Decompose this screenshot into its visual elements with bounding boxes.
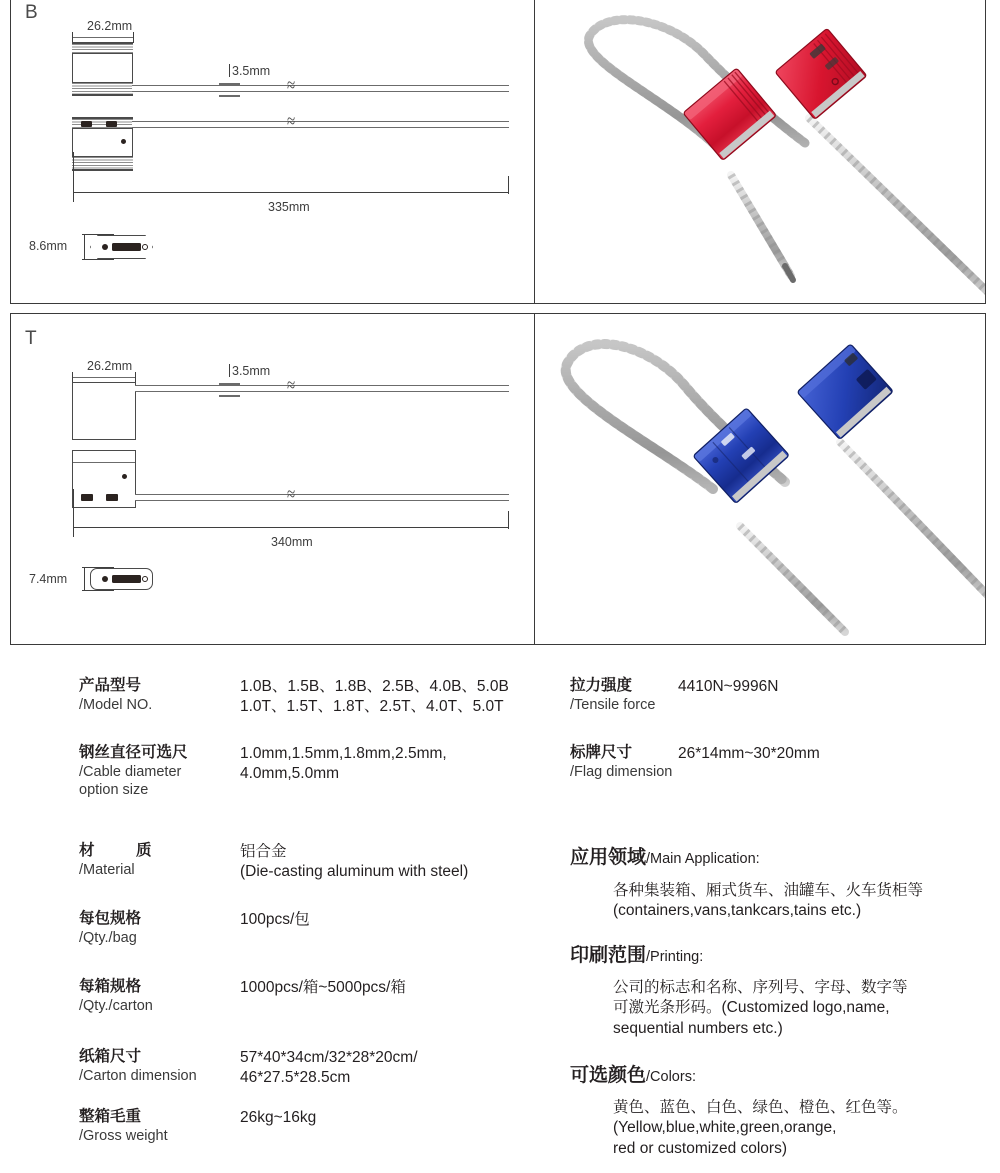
section-heading-cn-colors: 可选颜色 bbox=[570, 1065, 647, 1086]
section-body-main-application bbox=[613, 881, 923, 922]
dim-flag-b: 8.6mm bbox=[29, 239, 68, 253]
dim-width-b: 26.2mm bbox=[87, 19, 133, 33]
spec-label-cn-cable-diameter: 钢丝直径可选尺 bbox=[79, 744, 188, 761]
section-heading-printing bbox=[570, 940, 703, 967]
spec-value-qty-carton-line1: 1000pcs/箱~5000pcs/箱 bbox=[240, 979, 406, 996]
section-heading-en-main-application: /Main Application: bbox=[646, 851, 760, 867]
spec-label-en-tensile-force: /Tensile force bbox=[570, 696, 656, 713]
spec-value-cable-diameter-line1: 1.0mm,1.5mm,1.8mm,2.5mm, bbox=[240, 745, 447, 762]
spec-value-material-line2: (Die-casting aluminum with steel) bbox=[240, 863, 469, 881]
spec-value-material-line1: 铝合金 bbox=[240, 843, 287, 860]
section-heading-cn-main-application: 应用领域 bbox=[570, 847, 647, 868]
product-panel-t: T 26.2mm ≈ 3.5mm ≈ 340mm 7.4mm bbox=[10, 313, 986, 645]
spec-label-cn-carton-dimension: 纸箱尺寸 bbox=[79, 1048, 142, 1065]
section-heading-main-application bbox=[570, 842, 760, 869]
spec-label-en-carton-dimension: /Carton dimension bbox=[79, 1067, 197, 1084]
spec-value-flag-dimension-line1: 26*14mm~30*20mm bbox=[678, 745, 820, 762]
dim-cable-t: 3.5mm bbox=[232, 364, 271, 378]
spec-label-en-cable-diameter: /Cable diameter bbox=[79, 763, 182, 780]
section-body-printing bbox=[613, 978, 908, 1039]
spec-label-cn-qty-carton: 每箱规格 bbox=[79, 978, 142, 995]
spec-label-en-material: /Material bbox=[79, 861, 135, 878]
section-heading-colors bbox=[570, 1060, 696, 1087]
section-body-printing-line1: 公司的标志和名称、序列号、字母、数字等 bbox=[613, 979, 908, 996]
section-body-main-application-line1: 各种集装箱、厢式货车、油罐车、火车货柜等 bbox=[613, 882, 924, 899]
spec-label-en-model-no: /Model NO. bbox=[79, 696, 153, 713]
spec-label-cn-flag-dimension: 标牌尺寸 bbox=[570, 744, 633, 761]
spec-label-cn-gross-weight: 整箱毛重 bbox=[79, 1108, 142, 1125]
spec-label-cn-model-no: 产品型号 bbox=[79, 677, 142, 694]
section-body-printing-line2: 可激光条形码。(Customized logo,name, bbox=[613, 999, 890, 1017]
spec-value-model-no-line2: 1.0T、1.5T、1.8T、2.5T、4.0T、5.0T bbox=[240, 698, 504, 716]
spec-label-cn-qty-bag: 每包规格 bbox=[79, 910, 142, 927]
spec-label-cn-material: 材 质 bbox=[79, 842, 165, 859]
spec-value-model-no-line1: 1.0B、1.5B、1.8B、2.5B、4.0B、5.0B bbox=[240, 678, 509, 695]
red-cable-seal-photo bbox=[535, 0, 986, 302]
section-heading-cn-printing: 印刷范围 bbox=[570, 945, 647, 966]
specifications-area bbox=[0, 660, 1000, 1173]
product-panel-b: B 26.2mm ≈ 3.5mm ≈ 335mm 8.6mm bbox=[10, 0, 986, 304]
section-body-colors-line1: 黄色、蓝色、白色、绿色、橙色、红色等。 bbox=[613, 1099, 908, 1116]
spec-label-en-flag-dimension: /Flag dimension bbox=[570, 763, 673, 780]
spec-label-en-qty-carton: /Qty./carton bbox=[79, 997, 153, 1014]
spec-label-en2-cable-diameter: option size bbox=[79, 782, 149, 799]
dim-length-t: 340mm bbox=[271, 535, 313, 549]
panel-b-letter: B bbox=[25, 2, 38, 23]
section-body-colors-line3: red or customized colors) bbox=[613, 1139, 788, 1157]
spec-value-carton-dimension-line2: 46*27.5*28.5cm bbox=[240, 1069, 351, 1087]
dim-width-t: 26.2mm bbox=[87, 359, 133, 373]
section-heading-en-printing: /Printing: bbox=[646, 949, 704, 965]
spec-value-tensile-force-line1: 4410N~9996N bbox=[678, 678, 779, 695]
section-body-main-application-line2: (containers,vans,tankcars,tains etc.) bbox=[613, 902, 862, 920]
dim-flag-t: 7.4mm bbox=[29, 572, 68, 586]
spec-value-qty-bag-line1: 100pcs/包 bbox=[240, 911, 310, 928]
section-body-printing-line3: sequential numbers etc.) bbox=[613, 1019, 783, 1037]
spec-value-cable-diameter-line2: 4.0mm,5.0mm bbox=[240, 765, 340, 783]
section-heading-en-colors: /Colors: bbox=[646, 1069, 696, 1085]
spec-value-carton-dimension-line1: 57*40*34cm/32*28*20cm/ bbox=[240, 1049, 418, 1066]
spec-label-en-gross-weight: /Gross weight bbox=[79, 1127, 168, 1144]
dim-length-b: 335mm bbox=[268, 200, 310, 214]
blue-cable-seal-photo bbox=[535, 314, 986, 644]
dim-cable-b: 3.5mm bbox=[232, 64, 271, 78]
spec-value-gross-weight-line1: 26kg~16kg bbox=[240, 1109, 317, 1126]
panel-t-letter: T bbox=[25, 328, 37, 349]
spec-label-en-qty-bag: /Qty./bag bbox=[79, 929, 137, 946]
section-body-colors bbox=[613, 1098, 908, 1159]
section-body-colors-line2: (Yellow,blue,white,green,orange, bbox=[613, 1119, 837, 1137]
spec-label-cn-tensile-force: 拉力强度 bbox=[570, 677, 633, 694]
